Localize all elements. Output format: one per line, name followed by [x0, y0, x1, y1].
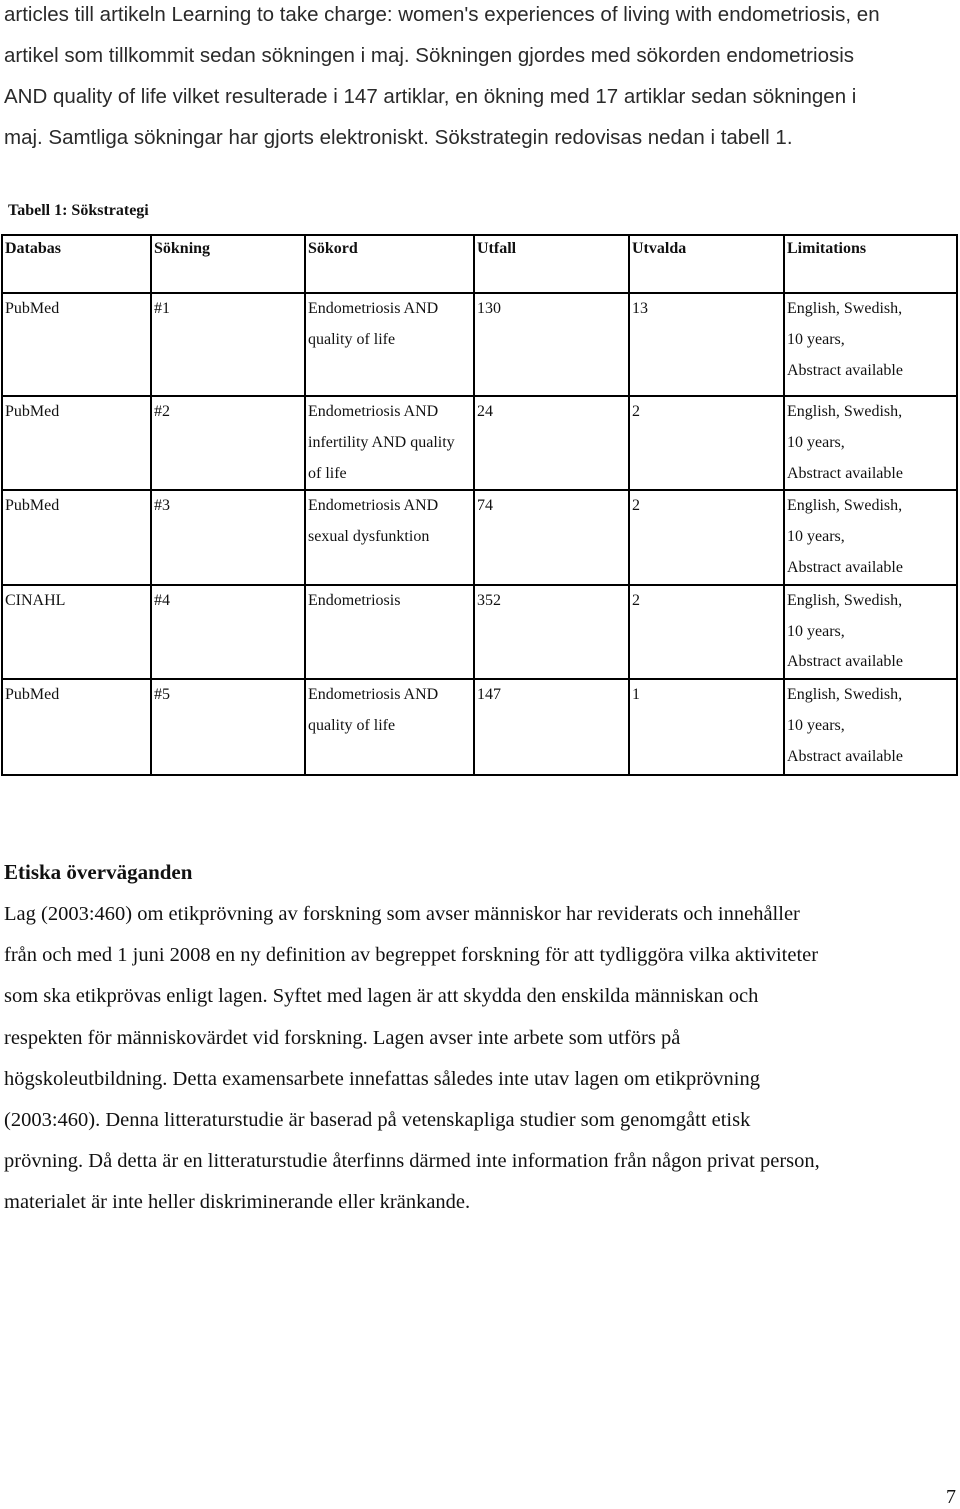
cell-utvalda: 2 [629, 396, 784, 490]
sokord-line: Endometriosis AND [308, 686, 439, 704]
limitation-line: Abstract available [787, 464, 903, 482]
table-row [2, 679, 957, 775]
limitation-line: English, Swedish, [787, 686, 903, 704]
cell-sokning: #1 [151, 293, 305, 396]
header-databas: Databas [2, 235, 151, 293]
cell-databas: CINAHL [2, 585, 151, 679]
cell-utfall: 147 [474, 679, 629, 775]
ethics-line: Lag (2003:460) om etikprövning av forskning som avser människor har reviderats och innehåller [4, 903, 800, 925]
limitation-line: 10 years, [787, 716, 845, 734]
header-limitations: Limitations [784, 235, 957, 293]
ethics-line: högskoleutbildning. Detta examensarbete innefattas således inte utav lagen om etikprövning [4, 1067, 761, 1090]
intro-line: AND quality of life vilket resulterade i 147 artiklar, en ökning med 17 artiklar sedan sökningen i [4, 85, 857, 108]
cell-limitations [784, 679, 957, 775]
ethics-line: respekten för människovärdet vid forskning. Lagen avser inte arbete som utförs på [4, 1026, 681, 1049]
cell-sokning: #4 [151, 585, 305, 679]
cell-limitations [784, 396, 957, 490]
table-row [2, 585, 957, 679]
header-utvalda: Utvalda [629, 235, 784, 293]
cell-databas: PubMed [2, 396, 151, 490]
cell-utfall: 352 [474, 585, 629, 679]
cell-utvalda: 2 [629, 585, 784, 679]
limitation-line: Abstract available [787, 747, 903, 765]
header-sokord: Sökord [305, 235, 474, 293]
limitation-line: Abstract available [787, 653, 903, 671]
cell-databas: PubMed [2, 679, 151, 775]
cell-utfall: 24 [474, 396, 629, 490]
ethics-line: som ska etikprövas enligt lagen. Syftet med lagen är att skydda den enskilda människan och [4, 985, 759, 1008]
table-header-row [2, 235, 957, 293]
limitation-line: English, Swedish, [787, 591, 903, 609]
cell-sokning: #5 [151, 679, 305, 775]
sokord-line: Endometriosis AND [308, 497, 439, 515]
intro-paragraph [4, 0, 954, 158]
ethics-line: (2003:460). Denna litteraturstudie är baserad på vetenskapliga studier som genomgått etisk [4, 1109, 751, 1132]
limitation-line: Abstract available [787, 558, 903, 576]
cell-utvalda: 13 [629, 293, 784, 396]
limitation-line: 10 years, [787, 433, 845, 451]
cell-sokord [305, 293, 474, 396]
ethics-line: prövning. Då detta är en litteraturstudie återfinns därmed inte information från någon privat person, [4, 1150, 820, 1173]
limitation-line: 10 years, [787, 330, 845, 348]
cell-utfall: 74 [474, 490, 629, 584]
sokord-line: of life [308, 464, 347, 482]
table-caption: Tabell 1: Sökstrategi [8, 202, 149, 219]
cell-sokord [305, 585, 474, 679]
ethics-line: materialet är inte heller diskriminerande eller kränkande. [4, 1191, 471, 1214]
table-row [2, 293, 957, 396]
cell-utvalda: 2 [629, 490, 784, 584]
cell-utvalda: 1 [629, 679, 784, 775]
ethics-line: från och med 1 juni 2008 en ny definition av begreppet forskning för att tydliggöra vilka aktiviteter [4, 944, 819, 967]
cell-sokning: #3 [151, 490, 305, 584]
limitation-line: 10 years, [787, 528, 845, 546]
cell-sokord [305, 396, 474, 490]
sokord-line: sexual dysfunktion [308, 528, 430, 546]
header-utfall: Utfall [474, 235, 629, 293]
sokord-line: Endometriosis AND [308, 300, 439, 317]
cell-sokord [305, 679, 474, 775]
cell-limitations [784, 585, 957, 679]
section-heading: Etiska överväganden [4, 860, 193, 884]
limitation-line: 10 years, [787, 622, 845, 640]
search-strategy-table [1, 234, 958, 776]
sokord-line: infertility AND quality [308, 433, 455, 451]
limitation-line: Abstract available [787, 361, 903, 379]
page-number: 7 [946, 1486, 956, 1508]
sokord-line: Endometriosis [308, 591, 401, 609]
ethics-paragraph [4, 894, 954, 1224]
cell-sokord [305, 490, 474, 584]
cell-limitations [784, 293, 957, 396]
intro-line: maj. Samtliga sökningar har gjorts elektroniskt. Sökstrategin redovisas nedan i tabell 1. [4, 126, 793, 149]
cell-utfall: 130 [474, 293, 629, 396]
limitation-line: English, Swedish, [787, 300, 903, 317]
cell-sokning: #2 [151, 396, 305, 490]
sokord-line: quality of life [308, 330, 396, 348]
sokord-line: Endometriosis AND [308, 403, 439, 420]
table-row [2, 490, 957, 584]
cell-databas: PubMed [2, 490, 151, 584]
sokord-line: quality of life [308, 716, 396, 734]
limitation-line: English, Swedish, [787, 497, 903, 515]
cell-limitations [784, 490, 957, 584]
table-row [2, 396, 957, 490]
header-sokning: Sökning [151, 235, 305, 293]
intro-line: artikel som tillkommit sedan sökningen i maj. Sökningen gjordes med sökorden endometriosis [4, 44, 855, 67]
limitation-line: English, Swedish, [787, 403, 903, 420]
cell-databas: PubMed [2, 293, 151, 396]
intro-line: articles till artikeln Learning to take charge: women's experiences of living with endometriosis, en [4, 3, 880, 26]
